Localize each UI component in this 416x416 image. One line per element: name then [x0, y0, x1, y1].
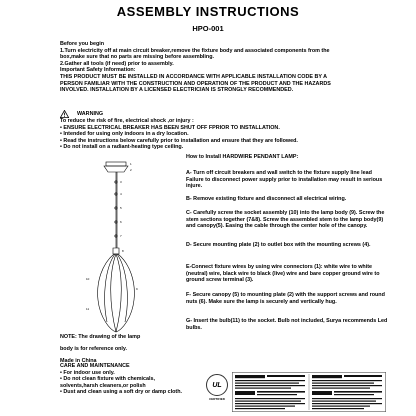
care-line: • For indoor use only.: [60, 369, 115, 376]
intro-line: box,make sure that no parts are missing before assembling.: [60, 54, 214, 61]
care-section: [60, 363, 182, 396]
note-line: NOTE: The drawing of the lamp: [60, 334, 141, 340]
step-a: A- Turn off circuit breakers and wall switch to the fixture supply line lead Failure to disconnect power supply prior to installation may result in serious injure.: [186, 170, 383, 190]
warning-line: • Read the instructions below carefully prior to installation and ensure that they are followed.: [60, 137, 298, 144]
step-e: E-Connect fixture wires by using wire connectors (1): white wire to white (neutral) wire, black wire to black (live) wire and bare copper ground wire to ground screw terminal (3).: [186, 264, 380, 284]
svg-text:10: 10: [86, 277, 90, 281]
step-c: C- Carefully screw the socket assembly (10) into the lamp body (9). Screw the stem sections together (7&8). Screw the assembled stem to the lamp body(9) and canopy(5). Easing the cable through the center hole of the canopy.: [186, 210, 385, 230]
step-d: D- Secure mounting plate (2) to outlet box with the mounting screws (4).: [186, 242, 371, 248]
warning-label: WARNING: [77, 110, 104, 117]
ul-caption: CERTIFIED: [209, 397, 225, 401]
svg-text:3: 3: [120, 180, 122, 184]
warning-section: [60, 118, 298, 151]
care-line: • Do not clean fixture with chemicals,: [60, 376, 156, 383]
pendant-lamp-drawing: [80, 160, 152, 336]
model-number: HPO-001: [192, 24, 224, 33]
intro-line: 1.Turn electricity off at main circuit breaker,remove the fixture body and associated components from the: [60, 47, 330, 54]
intro-line: Before you begin: [60, 41, 105, 47]
intro-line: INVOLVED. INSTALLATION BY A LICENSED ELECTRICIAN IS STRONGLY RECOMMENDED.: [60, 87, 294, 94]
warning-line: • Do not install on a radiant-heating type ceiling.: [60, 144, 184, 151]
care-heading: CARE AND MAINTENANCE: [60, 363, 130, 369]
warning-icon: [60, 110, 69, 118]
svg-text:4: 4: [120, 192, 122, 196]
warning-line: • Intended for using only indoors in a dry location.: [60, 131, 189, 138]
svg-text:5: 5: [120, 206, 122, 210]
note-line: body is for reference only.: [60, 345, 128, 352]
svg-text:8: 8: [122, 249, 124, 253]
ul-mark: UL: [206, 374, 228, 396]
intro-line: PERSON FAMILIAR WITH THE CONSTRUCTION AND OPERATION OF THE PRODUCT AND THE HAZARDS: [60, 80, 331, 87]
page-title: ASSEMBLY INSTRUCTIONS: [116, 4, 300, 19]
drawing-note: [60, 334, 140, 365]
step-b: B- Remove existing fixture and disconnect all electrical wiring.: [186, 196, 347, 202]
steps-heading: How to Install HARDWIRE PENDANT LAMP:: [186, 154, 299, 160]
warning-label-image: [232, 372, 386, 412]
svg-text:1: 1: [130, 162, 132, 166]
svg-text:6: 6: [120, 220, 122, 224]
svg-text:7: 7: [120, 234, 122, 238]
svg-text:2: 2: [130, 168, 132, 172]
made-in: Made in China: [60, 358, 97, 365]
svg-text:11: 11: [86, 307, 90, 311]
warning-line: To reduce the risk of fire, electrical shock ,or injury :: [60, 118, 194, 124]
intro-line: Important Safety Information:: [60, 67, 136, 74]
warning-header: [60, 110, 103, 118]
intro-line: THIS PRODUCT MUST BE INSTALLED IN ACCORDANCE WITH APPLICABLE INSTALLATION CODE BY A: [60, 73, 328, 80]
step-f: F- Secure canopy (5) to mounting plate (2) with the support screws and round nuts (6). Make sure the lamp is securely and vertically hug.: [186, 292, 385, 305]
ul-certification: [204, 374, 230, 401]
svg-text:9: 9: [136, 287, 138, 291]
care-line: • Dust and clean using a soft dry or damp cloth.: [60, 389, 182, 396]
intro-line: 2.Gather all tools (if need) prior to assembly.: [60, 60, 174, 67]
care-line: solvents,harsh cleaners,or polish: [60, 382, 146, 389]
warning-line: • ENSURE ELECTRICAL BREAKER HAS BEEN SHUT OFF FPRIOR TO INSTALLATION.: [60, 124, 280, 131]
intro-section: [60, 41, 390, 94]
step-g: G- Insert the bulb(11) to the socket. Bulb not included, Surya recommends Led bulbs.: [186, 318, 388, 331]
